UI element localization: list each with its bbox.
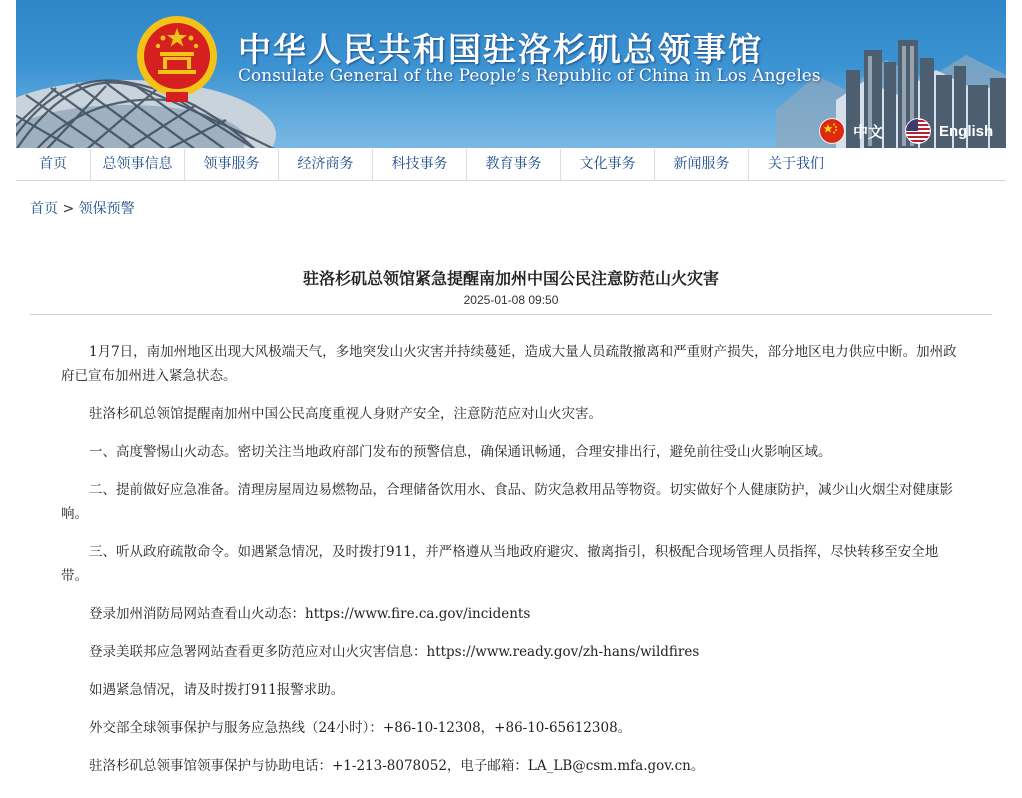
language-english-label: English <box>939 122 994 140</box>
article-paragraph: 驻洛杉矶总领馆提醒南加州中国公民高度重视人身财产安全，注意防范应对山火灾害。 <box>89 406 602 422</box>
nav-item-consular-services[interactable]: 领事服务 <box>185 149 279 180</box>
china-flag-icon <box>819 118 845 144</box>
nav-item-home[interactable]: 首页 <box>16 149 91 180</box>
nav-item-culture[interactable]: 文化事务 <box>561 149 655 180</box>
breadcrumb <box>30 198 135 218</box>
article-paragraph-ready-link: 登录美联邦应急署网站查看更多防范应对山火灾害信息：https://www.ready.gov/zh-hans/wildfires <box>89 644 700 660</box>
nav-item-news[interactable]: 新闻服务 <box>655 149 749 180</box>
language-chinese-link[interactable] <box>819 117 883 145</box>
article-paragraph: 二、提前做好应急准备。清理房屋周边易燃物品，合理储备饮用水、食品、防灾急救用品等物资。切实做好个人健康防护，减少山火烟尘对健康影响。 <box>61 482 953 522</box>
breadcrumb-home-link[interactable]: 首页 <box>30 201 58 217</box>
article-paragraph-contact: 驻洛杉矶总领事馆领事保护与协助电话：+1-213-8078052，电子邮箱：LA_LB@csm.mfa.gov.cn。 <box>89 758 705 774</box>
title-divider <box>30 314 992 315</box>
header-banner <box>16 0 1006 148</box>
article-paragraph-fire-link: 登录加州消防局网站查看山火动态：https://www.fire.ca.gov/incidents <box>89 606 531 622</box>
nav-item-consul-general-info[interactable]: 总领事信息 <box>91 149 185 180</box>
breadcrumb-current-link[interactable]: 领保预警 <box>78 201 135 217</box>
article-paragraph: 1月7日，南加州地区出现大风极端天气，多地突发山火灾害并持续蔓延，造成大量人员疏散撤离和严重财产损失，部分地区电力供应中断。加州政府已宣布加州进入紧急状态。 <box>61 344 957 384</box>
article-paragraph: 一、高度警惕山火动态。密切关注当地政府部门发布的预警信息，确保通讯畅通，合理安排出行，避免前往受山火影响区域。 <box>89 444 832 460</box>
article-title: 驻洛杉矶总领馆紧急提醒南加州中国公民注意防范山火灾害 <box>302 269 719 288</box>
article-paragraph: 如遇紧急情况，请及时拨打911报警求助。 <box>89 682 345 698</box>
language-chinese-label: 中文 <box>853 123 884 141</box>
national-emblem-icon <box>136 14 218 104</box>
language-english-link[interactable] <box>905 117 993 145</box>
nav-item-about-us[interactable]: 关于我们 <box>768 156 824 172</box>
nav-item-economy-commerce[interactable]: 经济商务 <box>279 149 373 180</box>
us-flag-icon <box>905 118 931 144</box>
consulate-title-english: Consulate General of the People’s Republic of China in Los Angeles <box>238 66 821 86</box>
nav-item-education[interactable]: 教育事务 <box>467 149 561 180</box>
main-navigation <box>16 149 1006 181</box>
article-date: 2025-01-08 09:50 <box>463 293 559 307</box>
article-paragraph-hotline: 外交部全球领事保护与服务应急热线（24小时）：+86-10-12308，+86-10-65612308。 <box>89 720 632 736</box>
consulate-title-chinese: 中华人民共和国驻洛杉矶总领事馆 <box>238 30 763 69</box>
nav-item-science-technology[interactable]: 科技事务 <box>373 149 467 180</box>
breadcrumb-separator: > <box>58 201 79 217</box>
article-paragraph: 三、听从政府疏散命令。如遇紧急情况，及时拨打911，并严格遵从当地政府避灾、撤离指引，积极配合现场管理人员指挥，尽快转移至安全地带。 <box>61 544 939 584</box>
article-body <box>61 340 963 792</box>
